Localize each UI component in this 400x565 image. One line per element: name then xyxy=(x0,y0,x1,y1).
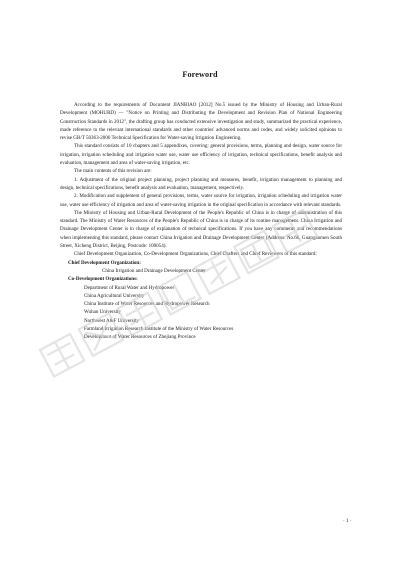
co-org-item: Northwest A&F University xyxy=(84,317,139,324)
co-org-item: China Institute of Water Resources and Hydropower Research xyxy=(84,301,210,308)
co-org-heading: Co-Development Organizations: xyxy=(68,276,138,283)
co-org-item: Wuhan University xyxy=(84,309,121,316)
revision-intro: The main contents of this revision are: xyxy=(74,168,152,175)
revision-item: 2. Modification and supplement of general provisions, terms, water source for irrigation, irrigation scheduling and irrigation water use, water use efficiency of irrigation and area of water-saving irrigation in the original specification in accordance with relevant standards. xyxy=(60,193,342,208)
co-org-item: Department of Rural Water and Hydropower xyxy=(84,284,175,291)
chapters-paragraph: This standard consists of 10 chapters and 5 appendixes, covering: general provisions, terms, planning and design, water source for irrigation, irrigation scheduling and irrigation water use, water use efficiency of irrigation, technical specifications, benefit analysis and evaluation, management and area of water-saving irrigation, etc. xyxy=(60,143,342,167)
page-title: Foreword xyxy=(182,70,218,79)
co-org-item: Farmland Irrigation Research Institute of the Ministry of Water Resources xyxy=(84,326,234,333)
revision-item: 1. Adjustment of the original project planning, project planning and measures, benefit, irrigation management to planning and design, technical specifications, benefit analysis and evaluation, management, respectively. xyxy=(60,176,342,191)
chief-org-item: China Irrigation and Drainage Development Center xyxy=(102,267,206,274)
document-body xyxy=(60,101,342,342)
administration-paragraph: The Ministry of Housing and Urban-Rural Development of the People's Republic of China is in charge of administration of this standard. The Ministry of Water Resources of the People's Republic of China is in charge of its routine management. China Irrigation and Drainage Development Center is in charge of explanation of technical specifications. If you have any comments and recommendations when implementing this standard, please contact China Irrigation and Drainage Development Center (Address: No.60, Guanganmen South Street, Xicheng District, Beijing, Postcode: 100054). xyxy=(60,209,342,250)
reviewers-intro: Chief Development Organization, Co-Development Organizations, Chief Drafters and Chief Reviewers of this standard: xyxy=(74,251,317,258)
chief-org-heading: Chief Development Organization: xyxy=(68,259,141,266)
page-number: · 1 · xyxy=(343,518,352,524)
intro-paragraph: According to the requirements of Document JIANBIAO [2012] No.5 issued by the Ministry of Housing and Urban-Rural Development (MOHURD) — "Notice on Printing and Distributing the Development and Revision Plan of National Engineering Construction Standards in 2012", the drafting group has conducted extensive investigation and study, summarized the practical experience, made reference to the relevant international standards and other countries' advanced norms and codes, and widely solicited opinions to revise GB/T 50363-2006 Technical Specification for Water-saving Irrigation Engineering. xyxy=(60,102,342,142)
co-org-item: China Agricultural University xyxy=(84,292,145,299)
co-org-item: Development of Water Resources of Zhejiang Province xyxy=(84,334,196,341)
